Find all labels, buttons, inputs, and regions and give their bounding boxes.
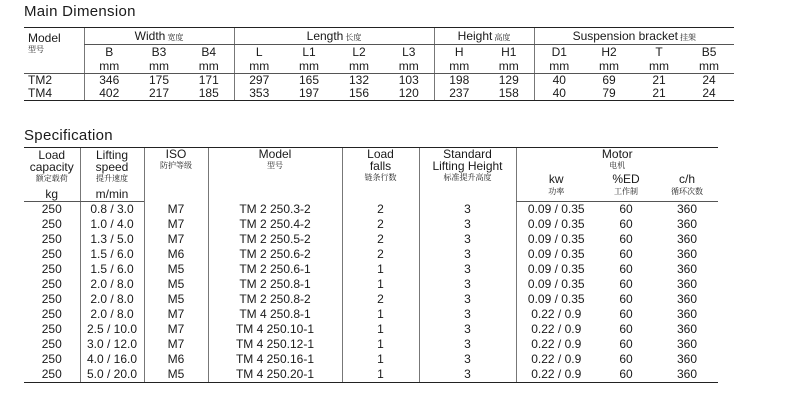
motor-ed-cell: 60: [619, 202, 633, 216]
dimension-cell: 24: [684, 87, 734, 101]
spec-row: [24, 232, 718, 247]
dimension-cell: 79: [584, 87, 634, 101]
dimension-column-header-row: [24, 45, 734, 60]
dimension-cell: 197: [284, 87, 334, 101]
unit-label: mm: [434, 59, 484, 74]
column-header: H: [434, 45, 484, 60]
column-header: B3: [151, 45, 167, 59]
lifting-speed-header: Lifting speed 提升速度: [80, 148, 144, 187]
column-header: L: [234, 45, 284, 60]
unit-label: mm: [384, 59, 434, 74]
ch-header: c/h: [679, 172, 696, 186]
spec-row: [24, 352, 718, 367]
iso-cell: M7: [144, 232, 208, 247]
motor-ch-cell: 360: [676, 217, 698, 231]
load-capacity-cell: 250: [41, 277, 62, 291]
lifting-speed-cell: 1.3 / 5.0: [80, 232, 144, 247]
dimension-cell: 217: [134, 87, 184, 101]
motor-ch-cell: 360: [676, 292, 698, 306]
model-cell: TM 2 250.5-2: [208, 232, 342, 247]
load-capacity-cell: 250: [41, 247, 62, 261]
dimension-cell: 185: [184, 87, 234, 101]
dimension-cell: 103: [398, 73, 419, 87]
column-header: B5: [701, 45, 717, 59]
ed-header: %ED: [612, 172, 640, 186]
lifting-height-cell: 3: [419, 217, 516, 232]
motor-kw-cell: 0.09 / 0.35: [516, 277, 596, 292]
unit-label: mm: [84, 59, 134, 74]
unit-label: mm: [684, 59, 734, 74]
model-cell: TM 2 250.8-1: [208, 277, 342, 292]
dimension-cell: 353: [234, 87, 284, 101]
column-header: B4: [201, 45, 217, 59]
load-capacity-header: Load capacity 额定载荷: [24, 148, 80, 187]
unit-label: mm: [184, 59, 234, 74]
dimension-cell: 69: [602, 73, 616, 87]
model-cell: TM 4 250.12-1: [208, 337, 342, 352]
motor-header: Motor 电机: [516, 148, 718, 173]
dimension-cell: 132: [348, 73, 370, 87]
motor-ed-cell: 60: [619, 307, 633, 321]
iso-cell: M5: [144, 277, 208, 292]
load-falls-cell: 1: [342, 307, 419, 322]
motor-kw-cell: 0.09 / 0.35: [516, 247, 596, 262]
model-cell: TM2: [28, 73, 52, 87]
column-header: L1: [302, 45, 316, 59]
motor-ch-cell: 360: [676, 337, 698, 351]
dimension-cell: 198: [434, 74, 484, 88]
load-falls-cell: 2: [342, 217, 419, 232]
ed-cn-label: 工作制: [596, 186, 656, 202]
model-cell: TM 4 250.20-1: [208, 367, 342, 383]
lifting-speed-cell: 5.0 / 20.0: [80, 367, 144, 383]
dimension-cell: 158: [484, 87, 534, 101]
unit-label: kg: [24, 186, 80, 202]
dimension-row: [24, 87, 734, 101]
load-falls-cell: 1: [342, 337, 419, 352]
unit-label: mm: [634, 59, 684, 74]
lifting-speed-cell: 3.0 / 12.0: [80, 337, 144, 352]
model-header: Model 型号: [24, 28, 84, 60]
lifting-speed-cell: 2.0 / 8.0: [80, 307, 144, 322]
load-falls-cell: 1: [342, 367, 419, 383]
motor-ch-cell: 360: [676, 232, 698, 246]
dimension-unit-row: [24, 59, 734, 74]
motor-kw-cell: 0.22 / 0.9: [516, 307, 596, 322]
lifting-height-cell: 3: [419, 232, 516, 247]
load-falls-cell: 1: [342, 322, 419, 337]
motor-kw-cell: 0.22 / 0.9: [516, 337, 596, 352]
unit-label: mm: [334, 59, 384, 74]
lifting-speed-cell: 0.8 / 3.0: [80, 202, 144, 218]
spec-row: [24, 262, 718, 277]
model-cell: TM 2 250.6-2: [208, 247, 342, 262]
unit-label: mm: [584, 59, 634, 74]
length-group-header: Length 长度: [234, 28, 434, 45]
motor-ed-cell: 60: [619, 337, 633, 351]
iso-header: ISO 防护等级: [144, 148, 208, 202]
load-falls-cell: 1: [342, 352, 419, 367]
motor-kw-cell: 0.22 / 0.9: [516, 352, 596, 367]
motor-kw-cell: 0.09 / 0.35: [516, 217, 596, 232]
model-cell: TM 4 250.10-1: [208, 322, 342, 337]
motor-ed-cell: 60: [619, 217, 633, 231]
model-cell: TM 2 250.4-2: [208, 217, 342, 232]
lifting-height-cell: 3: [419, 322, 516, 337]
spec-row: [24, 322, 718, 337]
motor-ch-cell: 360: [676, 202, 698, 216]
main-dimension-title: Main Dimension: [24, 3, 136, 20]
dimension-cell: 21: [652, 73, 666, 87]
spec-header-row-1: [24, 148, 718, 173]
load-capacity-cell: 250: [41, 202, 62, 216]
load-falls-header: Load falls 链条行数: [342, 148, 419, 202]
lifting-height-cell: 3: [419, 262, 516, 277]
unit-label: mm: [284, 59, 334, 74]
load-capacity-cell: 250: [41, 352, 62, 366]
lifting-speed-cell: 1.5 / 6.0: [80, 247, 144, 262]
motor-ch-cell: 360: [676, 247, 698, 261]
load-capacity-cell: 250: [41, 232, 62, 246]
iso-cell: M6: [144, 352, 208, 367]
lifting-speed-cell: 2.0 / 8.0: [80, 292, 144, 307]
column-header: L3: [402, 45, 416, 59]
load-capacity-cell: 250: [41, 337, 62, 351]
motor-ch-cell: 360: [676, 307, 698, 321]
dimension-cell: 21: [634, 87, 684, 101]
dimension-cell: 165: [298, 73, 320, 87]
load-capacity-cell: 250: [41, 292, 62, 306]
model-cell: TM 2 250.3-2: [208, 202, 342, 218]
motor-kw-cell: 0.09 / 0.35: [516, 232, 596, 247]
lifting-height-cell: 3: [419, 307, 516, 322]
motor-ed-cell: 60: [619, 322, 633, 336]
dimension-cell: 129: [498, 73, 519, 87]
motor-ed-cell: 60: [619, 352, 633, 366]
motor-ch-cell: 360: [676, 262, 698, 276]
lifting-speed-cell: 1.5 / 6.0: [80, 262, 144, 277]
dimension-cell: 237: [434, 87, 484, 101]
lifting-speed-cell: 2.5 / 10.0: [80, 322, 144, 337]
iso-cell: M7: [144, 307, 208, 322]
motor-ch-cell: 360: [676, 277, 698, 291]
model-header: Model 型号: [208, 148, 342, 202]
specification-title: Specification: [24, 127, 113, 144]
dimension-cell: 175: [148, 73, 170, 87]
motor-ch-cell: 360: [656, 367, 718, 383]
lifting-height-cell: 3: [419, 352, 516, 367]
load-capacity-cell: 250: [24, 367, 80, 383]
load-capacity-cell: 250: [41, 262, 62, 276]
load-falls-cell: 1: [342, 277, 419, 292]
motor-kw-cell: 0.22 / 0.9: [516, 367, 596, 383]
model-cell: TM 4 250.16-1: [208, 352, 342, 367]
dimension-cell: 40: [534, 87, 584, 101]
spec-row: [24, 307, 718, 322]
dimension-cell: 346: [84, 74, 134, 88]
column-header: H2: [601, 45, 617, 59]
load-capacity-cell: 250: [41, 322, 62, 336]
model-cell: TM 2 250.6-1: [208, 262, 342, 277]
dimension-row: [24, 74, 734, 88]
model-cell: TM 2 250.8-2: [208, 292, 342, 307]
main-dimension-table: [24, 27, 734, 101]
column-header: L2: [352, 45, 366, 59]
motor-ed-cell: 60: [619, 262, 633, 276]
column-header: T: [655, 45, 663, 59]
load-falls-cell: 2: [342, 247, 419, 262]
lifting-height-cell: 3: [419, 277, 516, 292]
ch-cn-label: 循环次数: [656, 186, 718, 202]
load-falls-cell: 2: [342, 202, 419, 218]
lifting-speed-cell: 2.0 / 8.0: [80, 277, 144, 292]
motor-kw-cell: 0.09 / 0.35: [516, 262, 596, 277]
spec-table-body: [24, 202, 718, 383]
dimension-cell: 40: [534, 74, 584, 88]
dimension-cell: 120: [384, 87, 434, 101]
lifting-height-cell: 3: [419, 337, 516, 352]
dimension-cell: 24: [702, 73, 716, 87]
motor-kw-cell: 0.09 / 0.35: [516, 202, 596, 218]
motor-ed-cell: 60: [619, 292, 633, 306]
suspension-bracket-group-header: Suspension bracket 挂架: [534, 28, 734, 45]
lifting-height-cell: 3: [419, 292, 516, 307]
unit-label: mm: [234, 59, 284, 74]
spec-row: [24, 337, 718, 352]
dimension-group-header-row: [24, 28, 734, 45]
motor-ed-cell: 60: [619, 232, 633, 246]
lifting-height-cell: 3: [419, 247, 516, 262]
spec-row: [24, 277, 718, 292]
iso-cell: M5: [144, 367, 208, 383]
iso-cell: M7: [144, 202, 208, 218]
spec-row: [24, 202, 718, 218]
lifting-height-header: Standard Lifting Height 标准提升高度: [419, 148, 516, 202]
unit-label: mm: [134, 59, 184, 74]
lifting-speed-cell: 4.0 / 16.0: [80, 352, 144, 367]
spec-row: [24, 247, 718, 262]
motor-ch-cell: 360: [676, 352, 698, 366]
spec-row: [24, 367, 718, 383]
column-header: H1: [501, 45, 517, 59]
kw-header: kw: [516, 172, 596, 186]
width-group-header: Width 宽度: [84, 28, 234, 45]
spec-row: [24, 217, 718, 232]
lifting-height-cell: 3: [419, 367, 516, 383]
unit-label: mm: [534, 59, 584, 74]
load-falls-cell: 2: [342, 232, 419, 247]
lifting-speed-cell: 1.0 / 4.0: [80, 217, 144, 232]
specification-table: [24, 147, 718, 383]
iso-cell: M5: [144, 262, 208, 277]
dimension-table-body: [24, 74, 734, 101]
motor-ed-cell: 60: [596, 367, 656, 383]
motor-kw-cell: 0.09 / 0.35: [516, 292, 596, 307]
iso-cell: M7: [144, 217, 208, 232]
load-falls-cell: 2: [342, 292, 419, 307]
spec-row: [24, 292, 718, 307]
lifting-height-cell: 3: [419, 202, 516, 218]
model-cell: TM4: [24, 87, 84, 101]
kw-cn-label: 功率: [516, 186, 596, 202]
motor-ed-cell: 60: [619, 277, 633, 291]
column-header: B: [84, 45, 134, 60]
dimension-cell: 156: [334, 87, 384, 101]
unit-label: m/min: [80, 186, 144, 202]
load-capacity-cell: 250: [41, 217, 62, 231]
iso-cell: M7: [144, 322, 208, 337]
load-capacity-cell: 250: [41, 307, 62, 321]
motor-kw-cell: 0.22 / 0.9: [516, 322, 596, 337]
motor-ch-cell: 360: [676, 322, 698, 336]
dimension-cell: 171: [198, 73, 219, 87]
unit-label: mm: [484, 59, 534, 74]
motor-ed-cell: 60: [619, 247, 633, 261]
dimension-cell: 297: [234, 74, 284, 88]
model-cell: TM 4 250.8-1: [208, 307, 342, 322]
load-falls-cell: 1: [342, 262, 419, 277]
dimension-cell: 402: [84, 87, 134, 101]
iso-cell: M6: [144, 247, 208, 262]
iso-cell: M7: [144, 337, 208, 352]
iso-cell: M5: [144, 292, 208, 307]
height-group-header: Height 高度: [434, 28, 534, 45]
column-header: D1: [534, 45, 584, 60]
